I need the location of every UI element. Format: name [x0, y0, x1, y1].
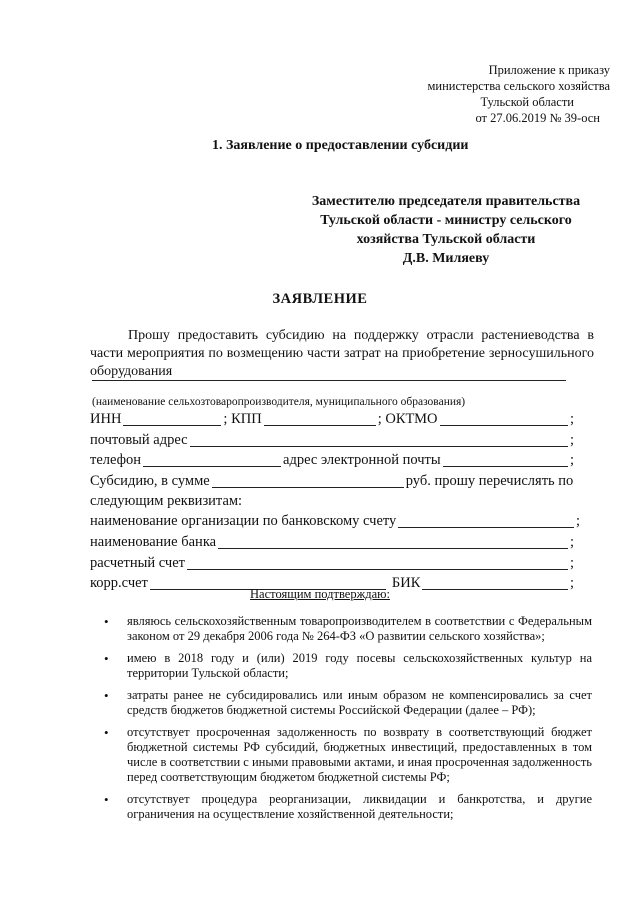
- org-name-label: наименование организации по банковскому счету: [90, 513, 397, 529]
- rub-label: руб. прошу перечислять по: [405, 473, 574, 489]
- kpp-field[interactable]: [264, 411, 376, 426]
- bullet-icon: •: [104, 792, 109, 807]
- appendix-line: Приложение к приказу: [488, 63, 610, 77]
- appendix-header: [380, 62, 610, 126]
- addressee-line: хозяйства Тульской области: [356, 232, 536, 247]
- oktmo-label: ; ОКТМО: [377, 411, 438, 427]
- confirmation-list: [104, 614, 592, 829]
- addressee-line: Тульской области - министру сельского: [320, 213, 572, 228]
- kpp-label: ; КПП: [223, 411, 262, 427]
- inn-label: ИНН: [90, 411, 122, 427]
- row-org-name: [90, 512, 600, 531]
- list-item: [104, 614, 592, 644]
- bullet-icon: •: [104, 725, 109, 740]
- email-label: адрес электронной почты: [283, 452, 441, 468]
- oktmo-field[interactable]: [440, 411, 568, 426]
- semicolon: ;: [569, 452, 574, 468]
- bullet-icon: •: [104, 651, 109, 666]
- semicolon: ;: [569, 575, 574, 591]
- addressee-line: Заместителю председателя правительства: [311, 194, 581, 209]
- confirm-heading: [0, 587, 640, 602]
- list-item-text: отсутствует процедура реорганизации, ликвидации и банкротства, и другие ограничения на осуществление хозяйственной деятельности;: [127, 792, 592, 821]
- appendix-date: от 27.06.2019 № 39-осн: [475, 111, 600, 125]
- subsidy-label: Субсидию, в сумме: [90, 473, 210, 489]
- request-text: Прошу предоставить субсидию на поддержку отрасли растениеводства в части мероприятия по возмещению части затрат на приобретение зерносушильного оборудования: [90, 328, 594, 379]
- row-subsidy: [90, 472, 600, 491]
- row-bank: [90, 533, 600, 552]
- bik-label: БИК: [391, 575, 421, 591]
- org-name-field[interactable]: [398, 513, 574, 528]
- semicolon: ;: [575, 513, 580, 529]
- semicolon: ;: [569, 411, 574, 427]
- row-inn-kpp-oktmo: [90, 410, 600, 429]
- list-item: [104, 651, 592, 681]
- phone-label: телефон: [90, 452, 142, 468]
- list-item: [104, 792, 592, 822]
- list-item: [104, 725, 592, 785]
- subsidy-amount-field[interactable]: [212, 473, 404, 488]
- section-title: 1. Заявление о предоставлении субсидии: [212, 138, 469, 153]
- email-field[interactable]: [443, 452, 568, 467]
- requisites-form: [90, 410, 600, 593]
- postal-label: почтовый адрес: [90, 432, 188, 448]
- list-item-text: затраты ранее не субсидировались или иным образом не компенсировались за счет средств бюджетов бюджетной системы Российской Федерации (далее – РФ);: [127, 688, 592, 717]
- applicant-name-line[interactable]: [92, 380, 566, 381]
- semicolon: ;: [569, 555, 574, 571]
- list-item: [104, 688, 592, 718]
- confirm-heading-text: Настоящим подтверждаю:: [250, 587, 390, 601]
- document-title: ЗАЯВЛЕНИЕ: [272, 291, 368, 307]
- list-item-text: являюсь сельскохозяйственным товаропроизводителем в соответствии с Федеральным законом от 29 декабря 2006 года № 264-ФЗ «О развитии сельского хозяйства»;: [127, 614, 592, 643]
- phone-field[interactable]: [143, 452, 281, 467]
- row-postal: [90, 431, 600, 450]
- bank-label: наименование банка: [90, 534, 217, 550]
- applicant-caption: (наименование сельхозтоваропроизводителя, муниципального образования): [92, 396, 466, 408]
- row-account: [90, 554, 600, 573]
- list-item-text: имею в 2018 году и (или) 2019 году посевы сельскохозяйственных культур на территории Тульской области;: [127, 651, 592, 680]
- addressee-block: [296, 192, 596, 268]
- corr-label: корр.счет: [90, 575, 148, 591]
- row-phone-email: [90, 451, 600, 470]
- account-field[interactable]: [187, 555, 568, 570]
- account-label: расчетный счет: [90, 555, 185, 571]
- bullet-icon: •: [104, 688, 109, 703]
- bullet-icon: •: [104, 614, 109, 629]
- semicolon: ;: [569, 534, 574, 550]
- semicolon: ;: [569, 432, 574, 448]
- request-paragraph: [90, 327, 594, 381]
- appendix-line: Тульской области: [480, 95, 574, 109]
- inn-field[interactable]: [123, 411, 221, 426]
- list-item-text: отсутствует просроченная задолженность по возврату в соответствующий бюджет бюджетной системы РФ субсидий, бюджетных инвестиций, предоставленных в том числе в соответствии с иными правовыми актами, и иная просроченная задолженность перед соответствующим бюджетом бюджетной системы РФ;: [127, 725, 592, 784]
- details-label: следующим реквизитам:: [90, 493, 243, 509]
- appendix-line: министерства сельского хозяйства: [427, 79, 610, 93]
- postal-field[interactable]: [190, 432, 568, 447]
- addressee-name: Д.В. Миляеву: [402, 251, 490, 266]
- row-details: [90, 492, 600, 511]
- bank-field[interactable]: [218, 534, 568, 549]
